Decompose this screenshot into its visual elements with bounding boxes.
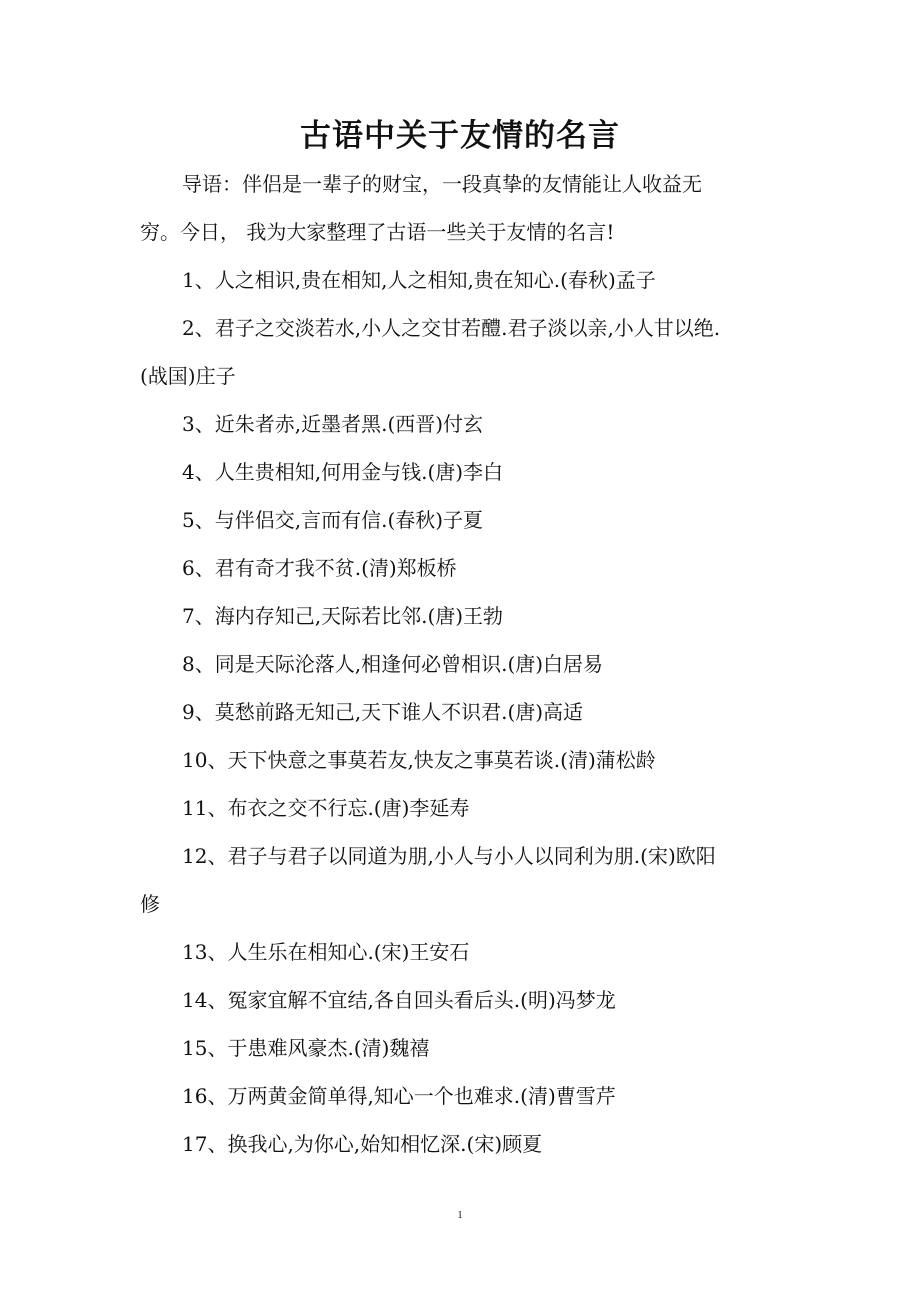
- quote-6: 6、君有奇才我不贫.(清)郑板桥: [182, 556, 457, 580]
- quote-16: 16、万两黄金简单得,知心一个也难求.(清)曹雪芹: [182, 1084, 616, 1108]
- quote-12-continuation: 修: [140, 892, 160, 916]
- quote-11: 11、布衣之交不行忘.(唐)李延寿: [182, 796, 470, 820]
- quote-14: 14、冤家宜解不宜结,各自回头看后头.(明)冯梦龙: [182, 988, 616, 1012]
- page-title: 古语中关于友情的名言: [300, 118, 620, 154]
- quote-7: 7、海内存知己,天际若比邻.(唐)王勃: [182, 604, 504, 628]
- intro-line-1: 导语：伴侣是一辈子的财宝，一段真挚的友情能让人收益无: [182, 172, 702, 196]
- quote-3: 3、近朱者赤,近墨者黑.(西晋)付玄: [182, 412, 484, 436]
- quote-1: 1、人之相识,贵在相知,人之相知,贵在知心.(春秋)孟子: [182, 268, 656, 292]
- quote-2: 2、君子之交淡若水,小人之交甘若醴.君子淡以亲,小人甘以绝.: [182, 316, 721, 340]
- quote-8: 8、同是天际沦落人,相逢何必曾相识.(唐)白居易: [182, 652, 604, 676]
- quote-17: 17、换我心,为你心,始知相忆深.(宋)顾夏: [182, 1132, 543, 1156]
- quote-10: 10、天下快意之事莫若友,快友之事莫若谈.(清)蒲松龄: [182, 748, 656, 772]
- quote-15: 15、于患难风豪杰.(清)魏禧: [182, 1036, 430, 1060]
- quote-9: 9、莫愁前路无知己,天下谁人不识君.(唐)高适: [182, 700, 584, 724]
- quote-12: 12、君子与君子以同道为朋,小人与小人以同利为朋.(宋)欧阳: [182, 844, 716, 868]
- intro-line-2: 穷。今日， 我为大家整理了古语一些关于友情的名言!: [140, 220, 615, 244]
- quote-2-continuation: (战国)庄子: [140, 364, 236, 388]
- quote-13: 13、人生乐在相知心.(宋)王安石: [182, 940, 470, 964]
- quote-5: 5、与伴侣交,言而有信.(春秋)子夏: [182, 508, 484, 532]
- page-number: 1: [457, 1209, 463, 1221]
- quote-4: 4、人生贵相知,何用金与钱.(唐)李白: [182, 460, 504, 484]
